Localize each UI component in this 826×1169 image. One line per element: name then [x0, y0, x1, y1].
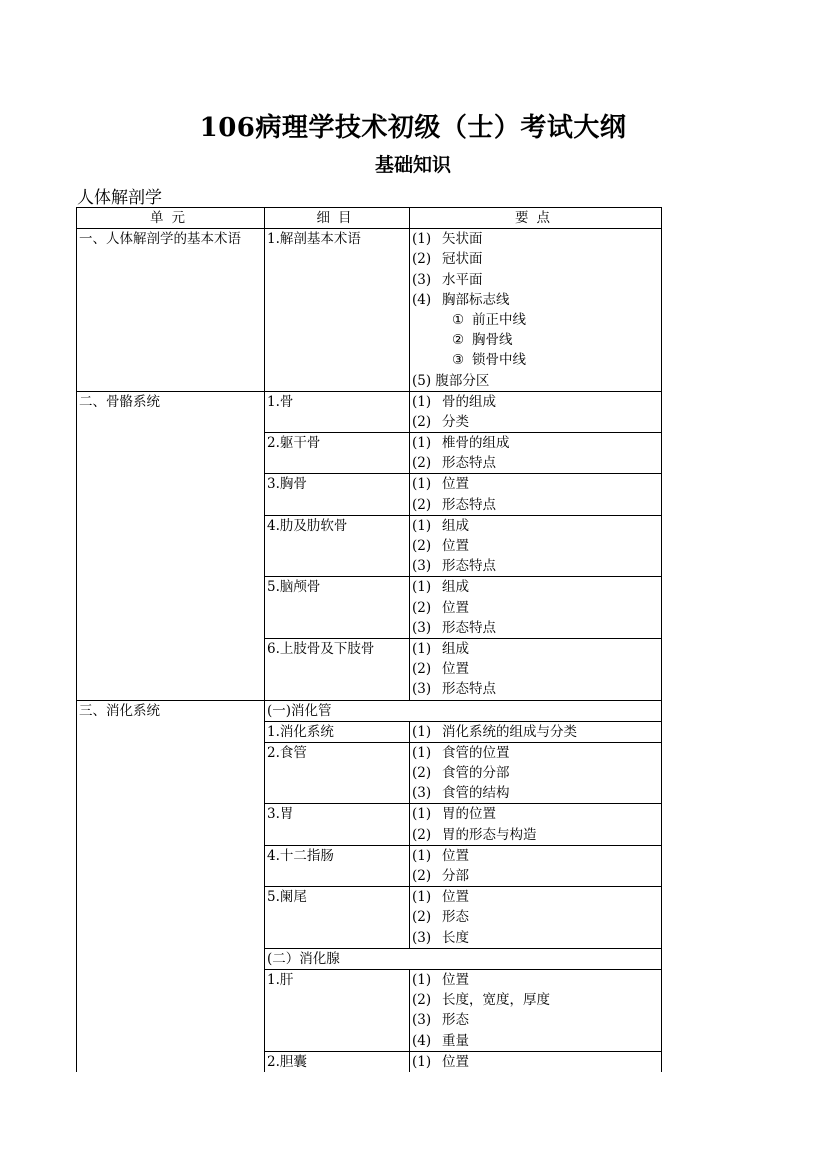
sub-point: ② 胸骨线	[452, 332, 513, 349]
sub-point: ① 前正中线	[452, 311, 526, 328]
points-cell	[410, 638, 662, 700]
point: (4) 重量	[412, 1032, 469, 1049]
unit-cell: 一、人体解剖学的基本术语	[77, 229, 265, 392]
point: (3) 形态特点	[412, 558, 496, 575]
item-cell: 2.食管	[265, 742, 410, 804]
unit-cell: 二、骨骼系统	[77, 391, 265, 700]
point: (3) 形态	[412, 1012, 469, 1029]
point: (1) 组成	[412, 517, 469, 534]
item-cell: 1.骨	[265, 391, 410, 432]
header-unit: 单元	[77, 208, 265, 229]
point: (3) 长度	[412, 929, 469, 946]
point: (1) 椎骨的组成	[412, 435, 510, 452]
point: (3) 形态特点	[412, 681, 496, 698]
item-cell: 2.胆囊	[265, 1051, 410, 1072]
points-cell	[410, 970, 662, 1052]
item-cell: 3.胃	[265, 804, 410, 845]
point: (2) 形态	[412, 909, 469, 926]
section-heading: 人体解剖学	[77, 188, 162, 208]
point: (3) 水平面	[412, 271, 483, 288]
item-cell: 6.上肢骨及下肢骨	[265, 638, 410, 700]
table-row	[77, 391, 662, 432]
points-cell	[410, 474, 662, 515]
table-header-row	[77, 208, 662, 229]
point: (2) 分部	[412, 868, 469, 885]
item-cell: 3.胸骨	[265, 474, 410, 515]
syllabus-table	[76, 207, 662, 1072]
point: (1) 骨的组成	[412, 393, 496, 410]
item-cell: 1.解剖基本术语	[265, 229, 410, 392]
item-cell: 5.阑尾	[265, 887, 410, 949]
unit-cell: 三、消化系统	[77, 700, 265, 1072]
points-cell	[410, 577, 662, 639]
point: (2) 位置	[412, 599, 469, 616]
header-points: 要点	[410, 208, 662, 229]
point: (1) 组成	[412, 579, 469, 596]
points-cell	[410, 515, 662, 577]
item-cell: 2.躯干骨	[265, 433, 410, 474]
table-row	[77, 229, 662, 392]
item-cell: 4.肋及肋软骨	[265, 515, 410, 577]
point: (4) 胸部标志线	[412, 291, 510, 308]
table-row	[77, 700, 662, 721]
point: (5) 腹部分区	[412, 372, 490, 389]
point: (3) 食管的结构	[412, 785, 510, 802]
group-heading: (一)消化管	[265, 700, 662, 721]
point: (2) 分类	[412, 413, 469, 430]
points-cell	[410, 391, 662, 432]
point: (1) 位置	[412, 889, 469, 906]
point: (2) 形态特点	[412, 455, 496, 472]
points-cell	[410, 742, 662, 804]
points-cell	[410, 1051, 662, 1072]
item-cell: 1.消化系统	[265, 721, 410, 742]
point: (1) 胃的位置	[412, 806, 496, 823]
item-cell: 1.肝	[265, 970, 410, 1052]
points-cell	[410, 845, 662, 886]
point: (2) 位置	[412, 661, 469, 678]
point: (2) 形态特点	[412, 496, 496, 513]
page-subtitle: 基础知识	[374, 154, 451, 176]
points-cell	[410, 433, 662, 474]
point: (2) 位置	[412, 538, 469, 555]
point: (1) 位置	[412, 972, 469, 988]
point: (2) 食管的分部	[412, 765, 510, 782]
group-heading: (二）消化腺	[265, 948, 662, 969]
point: (1) 位置	[412, 476, 469, 493]
item-cell: 4.十二指肠	[265, 845, 410, 886]
header-item: 细目	[265, 208, 410, 229]
point: (1) 组成	[412, 640, 469, 657]
point: (2) 长度，宽度，厚度	[412, 992, 550, 1009]
point: (2) 冠状面	[412, 251, 483, 268]
points-cell	[410, 721, 662, 742]
sub-point: ③ 锁骨中线	[452, 352, 526, 369]
page-title: 106病理学技术初级（士）考试大纲	[199, 113, 627, 143]
points-cell	[410, 887, 662, 949]
point: (1) 位置	[412, 1053, 469, 1070]
point: (1) 食管的位置	[412, 744, 510, 761]
point: (1) 消化系统的组成与分类	[412, 723, 577, 740]
points-cell	[410, 229, 662, 392]
point: (3) 形态特点	[412, 619, 496, 636]
point: (2) 胃的形态与构造	[412, 826, 537, 843]
item-cell: 5.脑颅骨	[265, 577, 410, 639]
point: (1) 矢状面	[412, 231, 483, 248]
points-cell	[410, 804, 662, 845]
point: (1) 位置	[412, 847, 469, 864]
